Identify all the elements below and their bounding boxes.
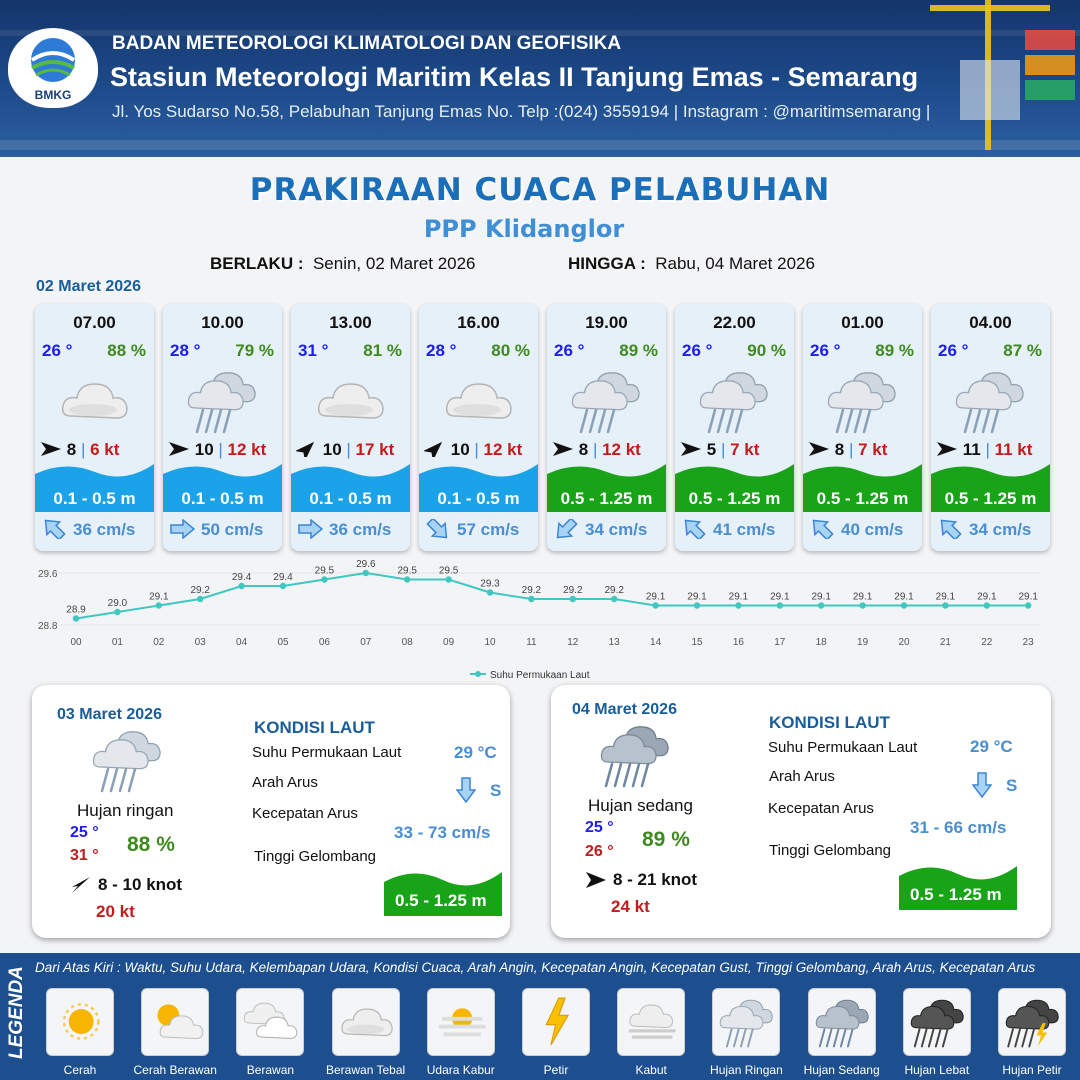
card-current: [169, 519, 282, 540]
card-current-speed: 50 cm/s: [201, 520, 264, 539]
card-wave-height: 0.1 - 0.5 m: [437, 489, 520, 508]
valid-from-value: Senin, 02 Maret 2026: [312, 254, 476, 273]
east-arrow-icon: [297, 519, 323, 539]
valid-to-label: HINGGA :: [568, 254, 646, 273]
hujan-petir-icon: [998, 988, 1066, 1056]
card-time: 07.00: [73, 313, 116, 332]
card-temp: 31 °: [298, 341, 329, 360]
day2-current-dir-label: Arah Arus: [252, 774, 318, 791]
y-tick-label: 28.8: [38, 621, 58, 632]
east-arrow-icon: [40, 441, 62, 457]
card-wind-speed: 10: [450, 440, 470, 459]
sst-point: [1025, 602, 1031, 608]
card-gust: 11 kt: [994, 440, 1033, 459]
x-tick-label: 14: [650, 637, 662, 648]
card-wave-height: 0.5 - 1.25 m: [560, 489, 653, 508]
sst-data-label: 29.2: [604, 585, 624, 596]
container-graphic: [1025, 30, 1075, 50]
x-tick-label: 22: [981, 637, 993, 648]
sst-point: [694, 602, 700, 608]
day2-panel: [32, 685, 510, 938]
sst-data-label: 28.9: [66, 604, 86, 616]
east-arrow-icon: [680, 441, 702, 457]
card-current-speed: 34 cm/s: [585, 520, 648, 539]
legend-item-label: Hujan Lebat: [904, 1063, 970, 1077]
northeast-arrow-icon: [424, 441, 446, 457]
card-separator: |: [985, 440, 990, 459]
day2-current-speed: 33 - 73 cm/s: [394, 823, 491, 842]
x-tick-label: 16: [732, 637, 744, 648]
card-wave-height: 0.1 - 0.5 m: [53, 489, 136, 508]
bmkg-emblem-icon: [28, 36, 78, 84]
northwest-arrow-icon: [41, 519, 67, 539]
sst-data-label: 29.1: [728, 591, 749, 603]
card-separator: |: [848, 440, 854, 459]
sst-point: [73, 615, 79, 621]
x-tick-label: 19: [857, 637, 869, 648]
day2-date: 03 Maret 2026: [57, 706, 162, 723]
kabut-icon: [617, 988, 685, 1056]
sst-point: [487, 589, 493, 595]
card-humidity: 87 %: [1003, 341, 1042, 360]
card-time: 19.00: [585, 313, 628, 332]
x-tick-label: 09: [443, 637, 455, 648]
day2-current-dir: S: [490, 781, 502, 800]
card-wave-height: 0.5 - 1.25 m: [688, 489, 781, 508]
card-separator: |: [80, 440, 86, 459]
legend-marker: [475, 671, 481, 677]
legend-item-label: Udara Kabur: [426, 1063, 495, 1077]
card-separator: |: [346, 440, 351, 459]
sst-data-label: 29.1: [977, 591, 997, 603]
northeast-arrow-icon: [296, 441, 318, 457]
hujan-ringan-icon: [183, 366, 263, 434]
day3-panel: [551, 685, 1051, 938]
legend-series-name: Suhu Permukaan Laut: [490, 670, 590, 681]
card-current: [425, 519, 538, 540]
x-tick-label: 20: [898, 637, 910, 648]
sst-point: [321, 576, 327, 582]
cerah-berawan-icon: [141, 988, 209, 1056]
card-separator: |: [720, 440, 726, 459]
day3-humidity: 89 %: [642, 828, 690, 851]
day2-condition: Hujan ringan: [77, 801, 174, 820]
card-wave-height: 0.5 - 1.25 m: [944, 489, 1037, 508]
card-wave-height: 0.5 - 1.25 m: [816, 489, 909, 508]
card-gust: 7 kt: [858, 440, 888, 459]
card-temp: 26 °: [554, 341, 585, 360]
berawan-tebal-icon: [311, 366, 391, 434]
card-current-speed: 36 cm/s: [73, 520, 136, 539]
sst-point: [363, 570, 369, 576]
card-temp: 28 °: [170, 341, 201, 360]
card-time: 01.00: [841, 313, 884, 332]
hourly-card: [931, 304, 1050, 551]
sst-data-label: 29.1: [149, 591, 169, 603]
sst-data-label: 29.5: [438, 565, 459, 577]
card-humidity: 79 %: [235, 341, 274, 360]
sst-data-label: 29.1: [645, 591, 666, 603]
card-gust: 17 kt: [355, 440, 395, 459]
card-current-speed: 57 cm/s: [457, 520, 520, 539]
sst-point: [942, 602, 948, 608]
legend-title: LEGENDA: [6, 966, 27, 1059]
sst-point: [859, 602, 865, 608]
sst-data-label: 29.1: [935, 591, 956, 603]
card-wind: [936, 440, 1046, 460]
sst-point: [197, 596, 203, 602]
sst-data-label: 29.1: [770, 591, 790, 603]
card-wind-speed: 11: [962, 440, 981, 459]
day3-current-speed-label: Kecepatan Arus: [768, 800, 874, 817]
legend-item-label: Hujan Sedang: [803, 1063, 880, 1077]
day3-current-dir: S: [1006, 776, 1018, 795]
card-wind: [552, 440, 662, 460]
northwest-arrow-icon: [809, 519, 835, 539]
card-current-speed: 40 cm/s: [841, 520, 904, 539]
sst-line: [76, 573, 1028, 619]
card-humidity: 88 %: [107, 341, 146, 360]
x-tick-label: 05: [277, 637, 289, 648]
day1-date: 02 Maret 2026: [36, 278, 141, 295]
southeast-arrow-icon: [425, 519, 451, 539]
card-time: 22.00: [713, 313, 756, 332]
sst-point: [984, 602, 990, 608]
x-tick-label: 06: [318, 637, 330, 648]
sst-chart: [0, 560, 1080, 685]
legend-item-label: Cerah: [63, 1063, 97, 1077]
sst-data-label: 29.6: [356, 560, 376, 570]
berawan-tebal-icon: [332, 988, 400, 1056]
day3-tmax: 26 °: [585, 843, 614, 860]
day2-gust: 20 kt: [96, 902, 135, 921]
card-wind: [680, 440, 790, 460]
card-gust: 7 kt: [730, 440, 760, 459]
east-arrow-icon: [168, 441, 190, 457]
card-time: 04.00: [969, 313, 1012, 332]
valid-to: [568, 254, 815, 274]
day3-sst-label: Suhu Permukaan Laut: [768, 739, 918, 756]
day3-wind: 8 - 21 knot: [613, 870, 698, 889]
hujan-ringan-icon: [567, 366, 647, 434]
valid-from: [210, 254, 476, 274]
sst-data-label: 29.1: [811, 591, 831, 603]
hujan-ringan-icon: [712, 988, 780, 1056]
sst-data-label: 29.1: [894, 591, 914, 603]
card-temp: 26 °: [682, 341, 713, 360]
legend-item-label: Kabut: [635, 1063, 667, 1077]
x-tick-label: 03: [194, 637, 206, 648]
sst-data-label: 29.2: [563, 585, 583, 596]
x-tick-label: 04: [236, 637, 248, 648]
y-tick-label: 29.6: [38, 569, 58, 580]
card-wind-speed: 10: [194, 440, 214, 459]
east-arrow-icon: [808, 441, 830, 457]
day2-tmax: 31 °: [70, 847, 99, 864]
container-graphic: [1025, 55, 1075, 75]
hujan-sedang-icon: [808, 988, 876, 1056]
northwest-arrow-icon: [937, 519, 963, 539]
card-current: [41, 519, 154, 540]
card-current-speed: 34 cm/s: [969, 520, 1032, 539]
card-gust: 12 kt: [227, 440, 267, 459]
card-wind-speed: 8: [66, 440, 77, 459]
day2-tmin: 25 °: [70, 824, 99, 841]
card-wind: [296, 440, 406, 460]
hourly-card: [35, 304, 154, 551]
sst-point: [818, 602, 824, 608]
logo-text: BMKG: [34, 88, 72, 102]
hourly-card: [163, 304, 282, 551]
berawan-icon: [236, 988, 304, 1056]
day3-condition: Hujan sedang: [588, 796, 693, 815]
card-wind: [168, 440, 278, 460]
card-time: 10.00: [201, 313, 244, 332]
card-wind: [808, 440, 918, 460]
down-arrow-icon: [972, 771, 992, 799]
x-tick-label: 11: [526, 637, 537, 648]
legend-item-label: Petir: [543, 1063, 569, 1077]
hujan-ringan-icon: [88, 725, 168, 793]
card-current: [553, 519, 666, 540]
sst-data-label: 29.2: [190, 585, 210, 596]
container-graphic: [1025, 80, 1075, 100]
x-tick-label: 01: [111, 637, 123, 648]
day2-humidity: 88 %: [127, 833, 175, 856]
northeast-arrow-icon: [70, 876, 92, 894]
x-tick-label: 21: [939, 637, 951, 648]
sst-point: [238, 583, 244, 589]
sst-point: [735, 602, 741, 608]
station-name: Stasiun Meteorologi Maritim Kelas II Tanjung Emas - Semarang: [110, 62, 919, 92]
card-current-speed: 41 cm/s: [713, 520, 776, 539]
card-current-speed: 36 cm/s: [329, 520, 392, 539]
day2-current-speed-label: Kecepatan Arus: [252, 805, 358, 822]
legend-item-label: Hujan Petir: [1002, 1063, 1062, 1077]
day2-sst-label: Suhu Permukaan Laut: [252, 744, 402, 761]
petir-icon: [522, 988, 590, 1056]
hourly-card: [675, 304, 794, 551]
sst-data-label: 29.4: [231, 572, 252, 583]
card-humidity: 81 %: [363, 341, 402, 360]
day3-wave-label: Tinggi Gelombang: [769, 842, 892, 859]
sst-point: [652, 602, 658, 608]
crane-graphic: [930, 5, 1050, 11]
x-tick-label: 13: [608, 637, 620, 648]
hourly-card: [291, 304, 410, 551]
sst-data-label: 29.5: [397, 565, 417, 577]
valid-from-label: BERLAKU :: [210, 254, 304, 273]
card-humidity: 80 %: [491, 341, 530, 360]
sst-data-label: 29.2: [521, 585, 542, 596]
card-wave-height: 0.1 - 0.5 m: [309, 489, 392, 508]
card-temp: 28 °: [426, 341, 457, 360]
hujan-ringan-icon: [823, 366, 903, 434]
day3-gust: 24 kt: [611, 897, 650, 916]
hourly-card: [803, 304, 922, 551]
berawan-tebal-icon: [439, 366, 519, 434]
east-arrow-icon: [936, 441, 958, 457]
card-current: [937, 519, 1050, 540]
legend-item-label: Hujan Ringan: [710, 1063, 783, 1077]
northwest-arrow-icon: [681, 519, 707, 539]
down-arrow-icon: [456, 776, 476, 804]
card-separator: |: [474, 440, 479, 459]
x-tick-label: 10: [484, 637, 496, 648]
card-separator: |: [218, 440, 223, 459]
card-wind-speed: 8: [834, 440, 845, 459]
sst-data-label: 29.0: [107, 598, 128, 609]
legend-item-label: Berawan Tebal: [326, 1063, 406, 1077]
day3-tmin: 25 °: [585, 819, 614, 836]
legend-item-label: Berawan: [246, 1063, 295, 1077]
day3-current-speed: 31 - 66 cm/s: [910, 818, 1007, 837]
sst-data-label: 29.5: [314, 565, 335, 577]
sst-data-label: 29.3: [480, 578, 500, 590]
sst-point: [901, 602, 907, 608]
sst-point: [570, 596, 576, 602]
card-wind-speed: 5: [706, 440, 717, 459]
page-subtitle: PPP Klidanglor: [423, 215, 625, 243]
day2-sea-title: KONDISI LAUT: [254, 718, 375, 737]
sst-data-label: 29.1: [687, 591, 707, 603]
day3-wave: 0.5 - 1.25 m: [910, 885, 1002, 904]
udara-kabur-icon: [427, 988, 495, 1056]
card-current: [809, 519, 922, 540]
card-time: 13.00: [329, 313, 372, 332]
x-tick-label: 23: [1022, 637, 1034, 648]
legend-note: Dari Atas Kiri : Waktu, Suhu Udara, Kelembapan Udara, Kondisi Cuaca, Arah Angin, Kecepatan Angin, Kecepatan Gust, Tinggi Gelombang, Arah Arus, Kecepatan Arus: [35, 960, 1036, 975]
card-humidity: 90 %: [747, 341, 786, 360]
card-humidity: 89 %: [875, 341, 914, 360]
header-banner: [0, 0, 1080, 157]
card-wind: [424, 440, 534, 460]
x-tick-label: 18: [815, 637, 827, 648]
card-temp: 26 °: [938, 341, 969, 360]
sst-data-label: 29.4: [273, 572, 293, 583]
x-tick-label: 15: [691, 637, 703, 648]
legend-item-label: Cerah Berawan: [133, 1063, 217, 1077]
hujan-ringan-icon: [695, 366, 775, 434]
sst-data-label: 29.1: [1018, 591, 1038, 603]
sst-point: [280, 583, 286, 589]
agency-name: BADAN METEOROLOGI KLIMATOLOGI DAN GEOFISIKA: [112, 33, 622, 54]
sst-point: [404, 576, 410, 582]
east-arrow-icon: [552, 441, 574, 457]
day2-wind: 8 - 10 knot: [98, 875, 183, 894]
day3-sst: 29 °C: [970, 737, 1013, 756]
day3-date: 04 Maret 2026: [572, 701, 677, 718]
southwest-arrow-icon: [553, 519, 579, 539]
day2-sst: 29 °C: [454, 743, 497, 762]
x-tick-label: 07: [360, 637, 372, 648]
page-title: PRAKIRAAN CUACA PELABUHAN: [249, 172, 831, 208]
sst-point: [156, 602, 162, 608]
card-humidity: 89 %: [619, 341, 658, 360]
card-time: 16.00: [457, 313, 500, 332]
day2-wave-label: Tinggi Gelombang: [254, 848, 377, 865]
east-arrow-icon: [169, 519, 195, 539]
sst-point: [777, 602, 783, 608]
x-tick-label: 02: [153, 637, 165, 648]
card-current: [297, 519, 410, 540]
banner-stripe: [0, 140, 1080, 150]
card-current: [681, 519, 794, 540]
card-wave-height: 0.1 - 0.5 m: [181, 489, 264, 508]
sst-point: [445, 576, 451, 582]
card-gust: 12 kt: [483, 440, 523, 459]
x-tick-label: 12: [567, 637, 579, 648]
legend: [0, 953, 1080, 1080]
east-arrow-icon: [585, 871, 607, 889]
cerah-icon: [46, 988, 114, 1056]
sst-data-label: 29.1: [852, 591, 873, 603]
card-gust: 6 kt: [90, 440, 120, 459]
legend-side: [0, 953, 32, 1080]
card-temp: 26 °: [810, 341, 841, 360]
window-graphic: [960, 60, 1020, 120]
day2-wave: 0.5 - 1.25 m: [395, 891, 487, 910]
hujan-ringan-icon: [951, 366, 1031, 434]
card-separator: |: [592, 440, 598, 459]
station-address: Jl. Yos Sudarso No.58, Pelabuhan Tanjung Emas No. Telp :(024) 3559194 | Instagram : @maritimsemarang |: [112, 102, 931, 121]
hujan-lebat-icon: [903, 988, 971, 1056]
sst-point: [528, 596, 534, 602]
valid-to-value: Rabu, 04 Maret 2026: [655, 254, 815, 273]
x-tick-label: 08: [401, 637, 413, 648]
sst-point: [114, 609, 120, 615]
day3-sea-title: KONDISI LAUT: [769, 713, 890, 732]
hourly-card: [419, 304, 538, 551]
day3-current-dir-label: Arah Arus: [769, 768, 835, 785]
hourly-card: [547, 304, 666, 551]
x-tick-label: 00: [70, 637, 82, 648]
bmkg-logo: [8, 28, 98, 108]
card-wind-speed: 10: [322, 440, 342, 459]
hujan-sedang-icon: [596, 720, 676, 788]
card-wind: [40, 440, 150, 460]
sst-point: [611, 596, 617, 602]
berawan-tebal-icon: [55, 366, 135, 434]
card-wind-speed: 8: [578, 440, 589, 459]
x-tick-label: 17: [774, 637, 786, 648]
card-gust: 12 kt: [602, 440, 641, 459]
card-temp: 26 °: [42, 341, 73, 360]
